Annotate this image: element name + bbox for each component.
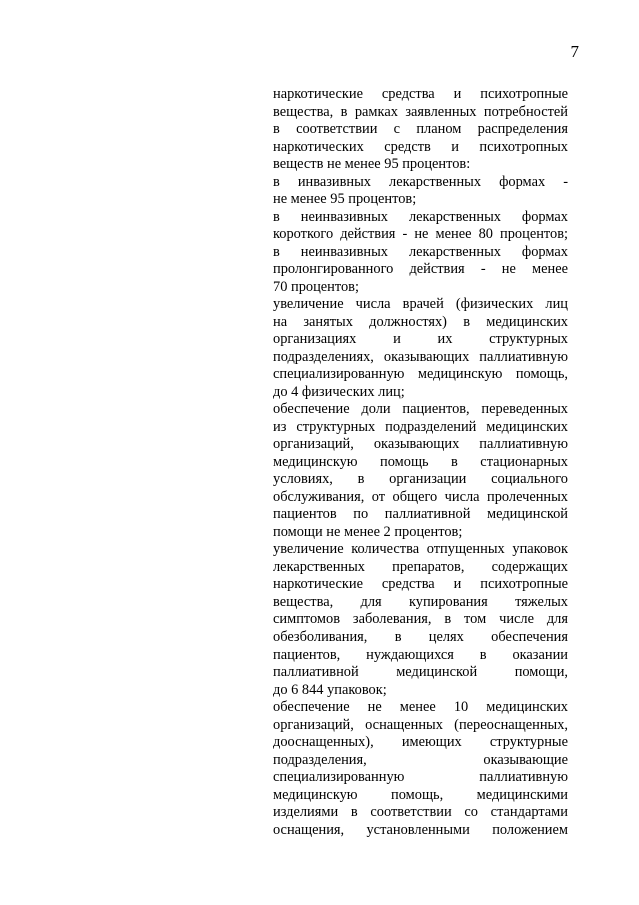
text-line: в соответствии с планом распределения [273, 121, 568, 138]
text-line: увеличение числа врачей (физических лиц [273, 296, 568, 313]
text-line: подразделениях, оказывающих паллиативную [273, 348, 568, 365]
text-line: оснащения, установленными положением [273, 821, 568, 838]
text-line: специализированную медицинскую помощь, [273, 366, 568, 383]
text-line: вещества, в рамках заявленных потребностей [273, 103, 568, 120]
text-line: медицинскую помощь, медицинскими [273, 786, 568, 803]
text-line: из структурных подразделений медицинских [273, 418, 568, 435]
text-line: обезболивания, в целях обеспечения [273, 628, 568, 645]
text-line: на занятых должностях) в медицинских [273, 313, 568, 330]
text-line: организациях и их структурных [273, 331, 568, 348]
text-line: пролонгированного действия - не менее [273, 261, 568, 278]
text-line: лекарственных препаратов, содержащих [273, 558, 568, 575]
text-line: условиях, в организации социального [273, 471, 568, 488]
text-line: помощи не менее 2 процентов; [273, 523, 463, 540]
text-line: до 6 844 упаковок; [273, 681, 387, 698]
text-line: не менее 95 процентов; [273, 191, 417, 208]
text-line: вещества, для купирования тяжелых [273, 593, 568, 610]
text-line: симптомов заболевания, в том числе для [273, 611, 568, 628]
text-line: 70 процентов; [273, 278, 359, 295]
text-line: в неинвазивных лекарственных формах [273, 243, 568, 260]
document-body-text [273, 86, 568, 839]
text-line: веществ не менее 95 процентов: [273, 156, 471, 173]
text-line: обслуживания, от общего числа пролеченных [273, 488, 568, 505]
text-line: наркотические средства и психотропные [273, 576, 568, 593]
text-line: пациентов, нуждающихся в оказании [273, 646, 568, 663]
text-line: изделиями в соответствии со стандартами [273, 804, 568, 821]
text-line: обеспечение доли пациентов, переведенных [273, 401, 568, 418]
page-number: 7 [570, 42, 579, 61]
text-line: пациентов по паллиативной медицинской [273, 506, 568, 523]
text-line: организаций, оснащенных (переоснащенных, [273, 716, 568, 733]
text-line: организаций, оказывающих паллиативную [273, 436, 568, 453]
text-line: подразделения, оказывающие [273, 751, 568, 768]
text-line: короткого действия - не менее 80 процентов; [273, 226, 568, 243]
text-line: медицинскую помощь в стационарных [273, 453, 568, 470]
text-line: до 4 физических лиц; [273, 383, 405, 400]
text-line: в неинвазивных лекарственных формах [273, 208, 568, 225]
text-line: паллиативной медицинской помощи, [273, 664, 568, 681]
text-line: обеспечение не менее 10 медицинских [273, 699, 568, 716]
text-line: в инвазивных лекарственных формах - [273, 173, 568, 190]
text-line: дооснащенных), имеющих структурные [273, 734, 568, 751]
text-line: специализированную паллиативную [273, 769, 568, 786]
text-line: увеличение количества отпущенных упаковок [273, 541, 568, 558]
text-line: наркотические средства и психотропные [273, 86, 568, 102]
text-line: наркотических средств и психотропных [273, 138, 568, 155]
